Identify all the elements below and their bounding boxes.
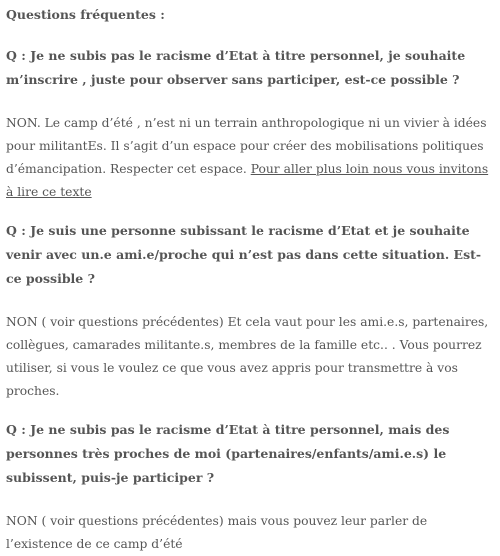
faq-item <box>6 44 496 204</box>
faq-question: Q : Je suis une personne subissant le racisme d’Etat et je souhaite venir avec un.e ami.e/proche qui n’est pas dans cette situation. Est-ce possible ? <box>6 223 482 286</box>
faq-section <box>6 0 496 556</box>
faq-answer-text: NON. Le camp d’été , n’est ni un terrain anthropologique ni un vivier à idées pour militantEs. Il s’agit d’un espace pour créer des mobilisations politiques d’émancipation. Respecter cet espace. <box>6 116 487 176</box>
faq-question: Q : Je ne subis pas le racisme d’Etat à titre personnel, je souhaite m’inscrire , juste pour observer sans participer, est-ce possible ? <box>6 48 466 87</box>
faq-answer-text: NON ( voir questions précédentes) mais vous pouvez leur parler de l’existence de ce camp d’été <box>6 514 428 551</box>
faq-item <box>6 418 496 556</box>
faq-item <box>6 219 496 403</box>
read-more-link[interactable]: Pour aller plus loin nous vous invitons à lire ce texte <box>6 162 489 199</box>
faq-answer-text: NON ( voir questions précédentes) Et cela vaut pour les ami.e.s, partenaires, collègues, camarades militante.s, membres de la famille etc.. . Vous pourrez utiliser, si vous le voulez ce que vous avez appris pour transmettre à vos proches. <box>6 315 489 398</box>
faq-answer <box>6 510 496 556</box>
faq-answer <box>6 112 496 204</box>
faq-answer <box>6 311 496 403</box>
faq-heading: Questions fréquentes : <box>6 7 165 22</box>
faq-question: Q : Je ne subis pas le racisme d’Etat à titre personnel, mais des personnes très proches de moi (partenaires/enfants/ami.e.s) le subissent, puis-je participer ? <box>6 422 450 485</box>
